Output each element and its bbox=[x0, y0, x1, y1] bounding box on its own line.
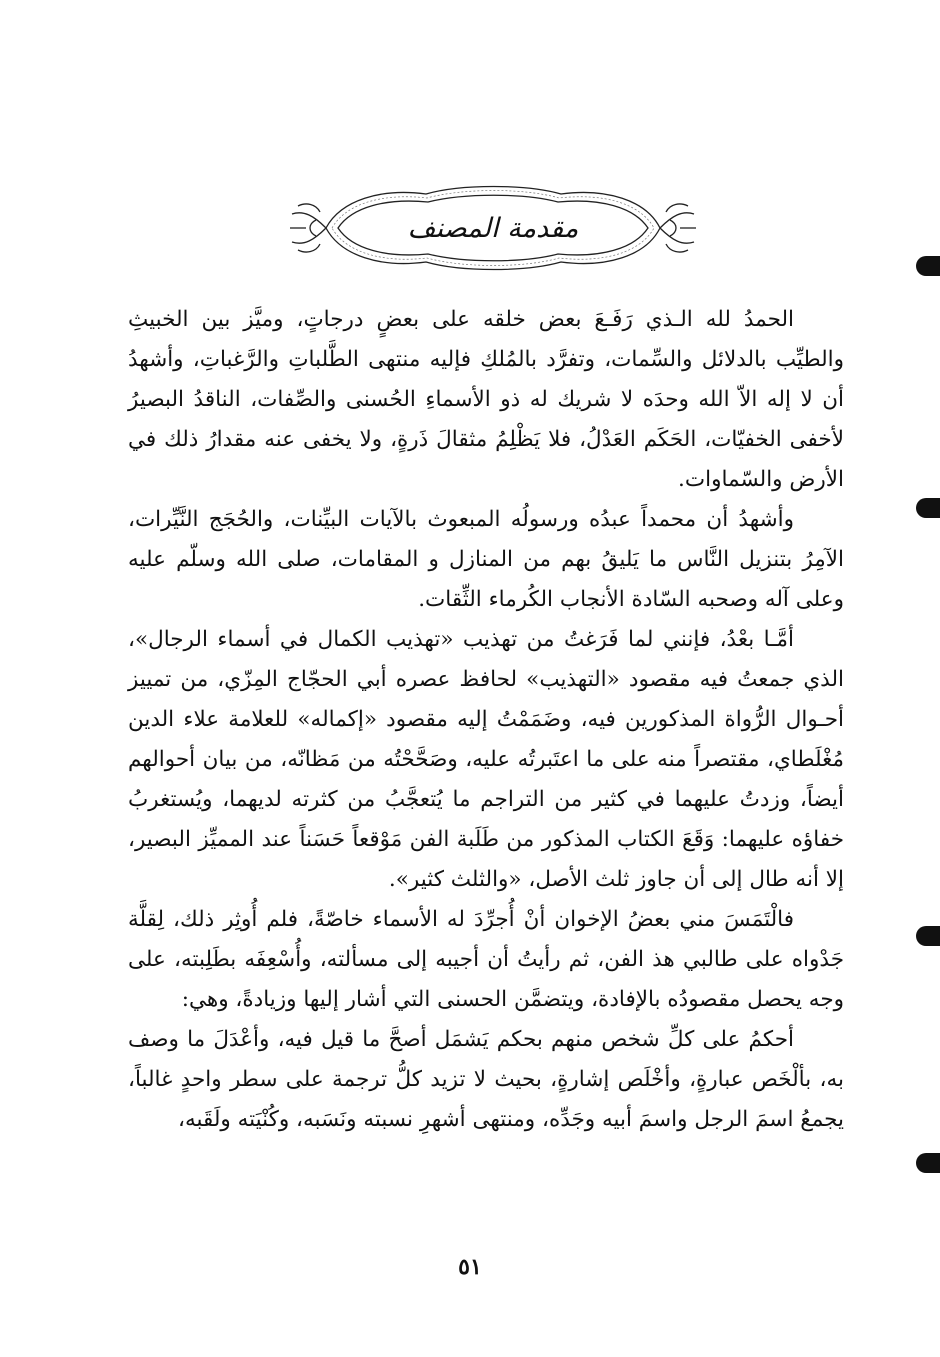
paragraph-4: فالْتَمَسَ مني بعضُ الإخوان أنْ أُجرِّدَ له الأسماء خاصّةً، فلم أُوثِر ذلك، لِقلَّة جَدْواه على طالبي هذ الفن، ثم رأيتُ أن أجيبه إلى مسألته، وأُسْعِفَه بطَلِبته، على وجه يحصل مقصودُه بالإفادة، ويتضمَّن الحسنى التي أشار إليها وزيادةً، وهي: bbox=[128, 907, 844, 1012]
paragraph-1: الحمدُ لله الـذي رَفَـعَ بعض خلقه على بعضٍ درجاتٍ، وميَّز بين الخبيثِ والطيِّب بالدلائل والسِّمات، وتفرَّد بالمُلكِ فإليه منتهى الطَّلباتِ والرَّغباتِ، وأشهدُ أن لا إله الاّ الله وحدَه لا شريك له ذو الأسماءِ الحُسنى والصِّفات، الناقدُ البصيرُ لأخفى الخفيّات، الحَكَم العَدْلُ، فلا يَظْلِمُ مثقالَ ذَرةٍ، ولا يخفى عنه مقدارُ ذلك في الأرض والسّماوات. bbox=[128, 307, 844, 492]
body-text bbox=[128, 300, 844, 1140]
edge-mark-1 bbox=[916, 256, 940, 276]
paragraph-2: وأشهدُ أن محمداً عبدُه ورسولُه المبعوث بالآيات البيِّنات، والحُجَج النَّيِّرات، الآمِرُ بتنزيل النَّاس ما يَليقُ بهم من المنازل و المقامات، صلى الله وسلّم عليه وعلى آله وصحبه السّادة الأنجاب الكُرماء الثِّقات. bbox=[128, 507, 844, 612]
edge-mark-4 bbox=[916, 1153, 940, 1173]
paragraph-5: أحكمُ على كلِّ شخص منهم بحكم يَشمَل أصحَّ ما قيل فيه، وأعْدَلَ ما وصف به، بألْخَص عبارةٍ، وأخْلَص إشارةٍ، بحيث لا تزيد كلُّ ترجمة على سطر واحدٍ غالباً، يجمعُ اسمَ الرجل واسمَ أبيه وجَدِّه، ومنتهى أشهرِ نسبته ونَسَبه، وكُنْيَته ولَقَبه، bbox=[128, 1027, 844, 1132]
title-cartouche bbox=[286, 180, 700, 276]
edge-mark-2 bbox=[916, 498, 940, 518]
edge-mark-3 bbox=[916, 926, 940, 946]
page-number: ٥١ bbox=[458, 1254, 482, 1280]
section-title: مقدمة المصنف bbox=[407, 212, 579, 244]
paragraph-3: أمَّـا بعْدُ، فإنني لما فَرَغتُ من تهذيب «تهذيب الكمال في أسماء الرجال»، الذي جمعتُ فيه مقصود «التهذيب» لحافظ عصره أبي الحجّاج المِزّي، من تمييز أحـوال الرُّواة المذكورين فيه، وضَمَمْتُ إليه مقصود «إكماله» للعلامة علاء الدين مُغْلَطاي، مقتصراً منه على ما اعتَبرتُه عليه، وصَحَّحْتُه من مَظانّه، من بيان أحوالهم أيضاً، وزدتُ عليهما في كثير من التراجم ما يُتعجَّبُ من كثرته لديهما، ويُستغربُ خفاؤه عليهما: وَقَعَ الكتاب المذكور من طَلَبة الفن مَوْقعاً حَسَناً عند المميِّز البصير، إلا أنه طال إلى أن جاوز ثلث الأصل، «والثلث كثير». bbox=[128, 627, 844, 892]
